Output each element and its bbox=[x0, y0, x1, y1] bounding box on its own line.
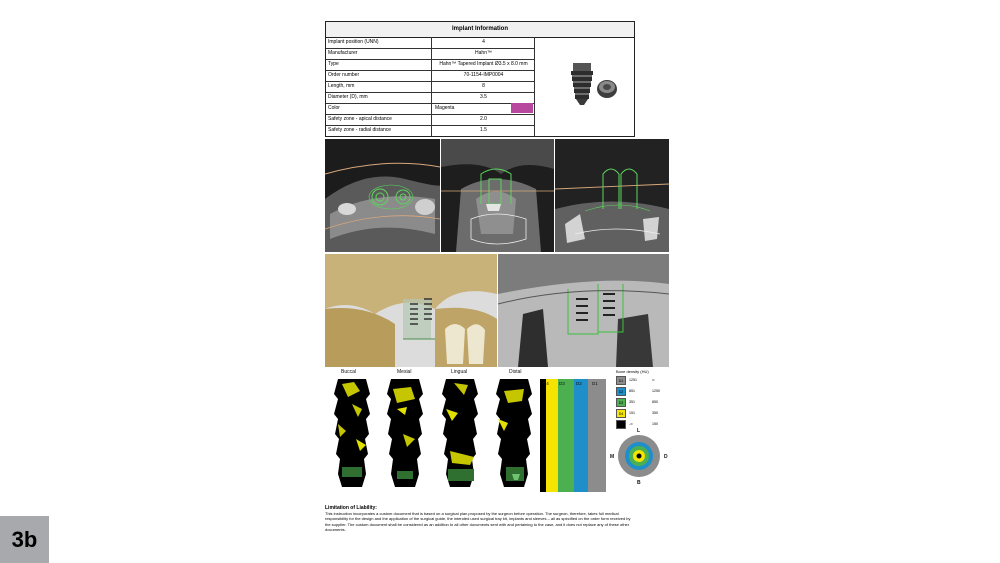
compass-left: M bbox=[610, 454, 615, 460]
legend-from: 351 bbox=[629, 400, 635, 404]
info-row-value: 1.5 bbox=[431, 125, 535, 136]
implant-info-table bbox=[325, 21, 635, 137]
legend-to: ∞ bbox=[652, 378, 655, 382]
info-row bbox=[326, 125, 534, 136]
legend-from: 151 bbox=[629, 411, 635, 415]
figure-label-badge: 3b bbox=[0, 516, 49, 563]
legend-swatch: D1 bbox=[616, 376, 626, 385]
implant-info-title: Implant Information bbox=[326, 22, 634, 38]
compass-right: D bbox=[664, 454, 668, 460]
info-row-label: Safety zone - apical distance bbox=[328, 116, 392, 122]
legend-to: 350 bbox=[652, 411, 658, 415]
density-view-label: Distal bbox=[509, 369, 522, 375]
info-row-value: Hahn™ bbox=[431, 48, 535, 59]
legend-from: 851 bbox=[629, 389, 635, 393]
implant-image bbox=[534, 37, 635, 136]
info-row-label: Color bbox=[328, 105, 340, 111]
info-row-label: Diameter (D), mm bbox=[328, 94, 368, 100]
liability-text: This instruction incorporates a custom document that is based on a surgical plan proposed by the surgeon before operation. The surgeon, therefore, takes full medical responsibility for the design and the application of the surgical guide, the intended used surgical tray kit, implants and sleeves – all as specified on the order form received by the supplier. The custom document shall be considered as an addition to all other documents sent with and pertaining to the case, and it does not replace any of these other documents. bbox=[325, 511, 631, 533]
legend-row bbox=[616, 376, 686, 386]
density-bar-label: D3 bbox=[559, 381, 565, 386]
info-row-value: 4 bbox=[431, 37, 535, 48]
legend-swatch: D2 bbox=[616, 387, 626, 396]
legend-swatch: D4 bbox=[616, 409, 626, 418]
density-view-label: Mesial bbox=[397, 369, 412, 375]
legend-swatch bbox=[616, 420, 626, 429]
liability-title: Limitation of Liability: bbox=[325, 505, 377, 511]
info-row-label: Type bbox=[328, 61, 339, 67]
info-row-label: Order number bbox=[328, 72, 360, 78]
legend-row bbox=[616, 387, 686, 397]
info-row-value: 2.0 bbox=[431, 114, 535, 125]
info-row-value: 8 bbox=[431, 81, 535, 92]
ct-xray-view bbox=[498, 254, 669, 367]
density-bar-label: D2 bbox=[576, 381, 582, 386]
density-view-label: Buccal bbox=[341, 369, 357, 375]
legend-to: 850 bbox=[652, 400, 658, 404]
density-color-bar bbox=[540, 379, 606, 492]
info-row-value: 3.5 bbox=[431, 92, 535, 103]
density-bar-label: D1 bbox=[592, 381, 598, 386]
compass-top: L bbox=[637, 428, 641, 434]
ct-cross-section-view bbox=[441, 139, 554, 252]
legend-row bbox=[616, 420, 686, 430]
bone-density-implant-views bbox=[330, 377, 540, 492]
ct-panoramic-view bbox=[555, 139, 669, 252]
legend-row bbox=[616, 398, 686, 408]
legend-row bbox=[616, 409, 686, 419]
3d-bone-render bbox=[325, 254, 497, 367]
legend-from: -∞ bbox=[629, 422, 633, 426]
info-row-label: Manufacturer bbox=[328, 50, 358, 56]
legend-to: 150 bbox=[652, 422, 658, 426]
implant-color-swatch bbox=[511, 103, 533, 113]
legend-swatch: D3 bbox=[616, 398, 626, 407]
compass-bottom: B bbox=[637, 480, 641, 486]
info-row-value: Hahn™ Tapered Implant Ø3.5 x 8.0 mm bbox=[431, 59, 535, 70]
info-row-label: Safety zone - radial distance bbox=[328, 127, 392, 133]
info-row-value: Magenta bbox=[431, 103, 535, 114]
info-row-value: 70-1154-IMP0004 bbox=[431, 70, 535, 81]
legend-from: 1251 bbox=[629, 378, 637, 382]
density-bar-label: D4 bbox=[543, 381, 549, 386]
density-ring-diagram bbox=[617, 434, 661, 478]
legend-title: Bone density (HU) bbox=[616, 369, 649, 374]
ct-axial-view bbox=[325, 139, 440, 252]
density-view-label: Lingual bbox=[451, 369, 468, 375]
info-row-label: Length, mm bbox=[328, 83, 355, 89]
info-row-label: Implant position (UNN) bbox=[328, 39, 379, 45]
legend-to: 1250 bbox=[652, 389, 660, 393]
